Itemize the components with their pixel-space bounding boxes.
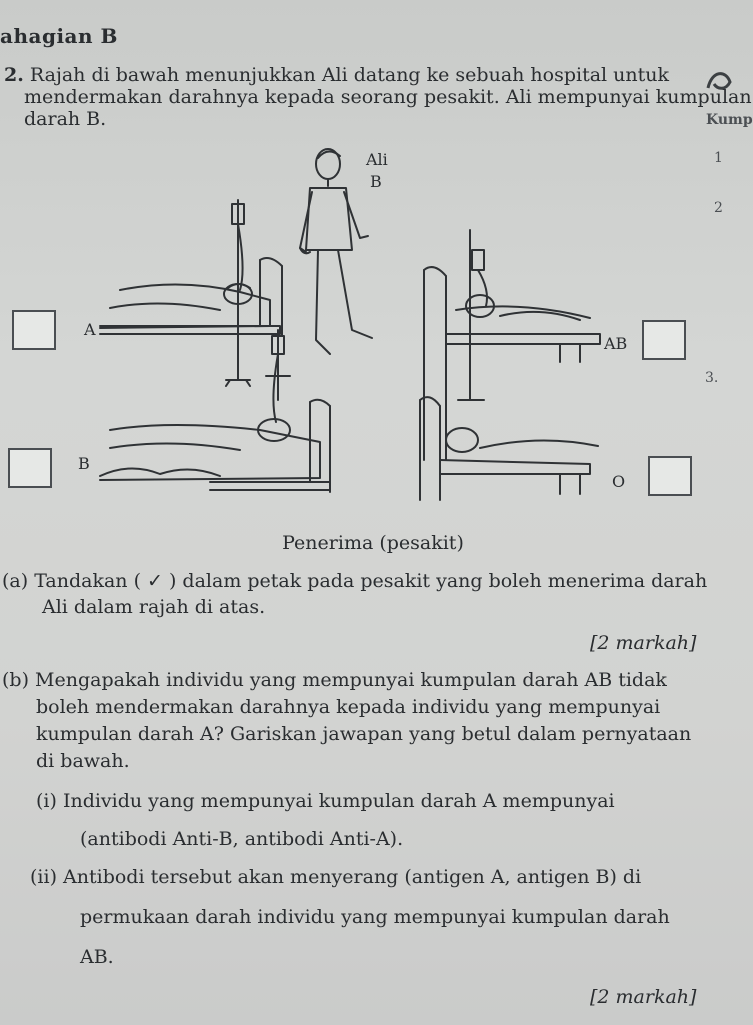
part-b-item-i-line-1 — [36, 786, 615, 816]
part-b-line-2: boleh mendermakan darahnya kepada individu yang mempunyai — [36, 696, 661, 718]
side-margin-num-1: 1 — [714, 150, 723, 166]
side-margin-num-2: 2 — [714, 200, 723, 216]
question-stem-line-3: darah B. — [24, 108, 107, 130]
part-b-item-ii-line-1 — [30, 862, 641, 892]
side-margin-num-3: 3. — [705, 370, 719, 386]
part-b-line-4: di bawah. — [36, 750, 130, 772]
section-header: ahagian B — [0, 24, 118, 48]
question-stem-text-1: Rajah di bawah menunjukkan Ali datang ke sebuah hospital untuk — [29, 64, 670, 86]
part-a-text-1: Tandakan ( ✓ ) dalam petak pada pesakit yang boleh menerima darah — [34, 570, 708, 592]
patient-b-bed-icon — [100, 400, 330, 492]
figure-hospital-scene — [0, 130, 700, 550]
part-a-label: (a) — [2, 570, 29, 592]
part-b-item-i-label: (i) — [36, 790, 57, 812]
patient-b-label: B — [78, 454, 90, 473]
donor-group-label: B — [370, 172, 382, 191]
part-b-line-1 — [2, 665, 667, 695]
part-b-item-i-text-1: Individu yang mempunyai kumpulan darah A mempunyai — [62, 790, 615, 812]
donor-name-label: Ali — [366, 150, 388, 169]
question-stem-line-2: mendermakan darahnya kepada seorang pesakit. Ali mempunyai kumpulan — [24, 86, 752, 108]
part-b-item-ii-text-1: Antibodi tersebut akan menyerang (antigen A, antigen B) di — [63, 866, 642, 888]
patient-a-bed-icon — [100, 258, 282, 336]
part-b-item-ii-label: (ii) — [30, 866, 57, 888]
question-stem-line-1 — [4, 64, 669, 86]
patient-ab-label: AB — [604, 334, 628, 353]
ali-figure-icon — [300, 149, 372, 354]
part-b-marks: [2 markah] — [590, 986, 697, 1008]
part-b-item-ii-line-2: permukaan darah individu yang mempunyai kumpulan darah — [80, 906, 670, 928]
question-number: 2. — [4, 64, 24, 86]
part-b-label: (b) — [2, 669, 29, 691]
part-b-text-1: Mengapakah individu yang mempunyai kumpulan darah AB tidak — [35, 669, 667, 691]
part-a-line-2: Ali dalam rajah di atas. — [42, 596, 266, 618]
part-b-item-ii-line-3: AB. — [80, 946, 114, 968]
side-margin-doodle-icon — [700, 60, 740, 100]
part-b-item-i-line-2: (antibodi Anti-B, antibodi Anti-A). — [80, 828, 404, 850]
hospital-illustration — [0, 130, 700, 550]
checkbox-patient-a[interactable] — [12, 310, 56, 350]
checkbox-patient-o[interactable] — [648, 456, 692, 496]
checkbox-patient-ab[interactable] — [642, 320, 686, 360]
checkbox-patient-b[interactable] — [8, 448, 52, 488]
patient-a-label: A — [84, 320, 96, 339]
iv-stand-b-icon — [266, 330, 290, 422]
part-b-line-3: kumpulan darah A? Gariskan jawapan yang betul dalam pernyataan — [36, 723, 692, 745]
side-margin-word: Kump — [706, 112, 753, 128]
figure-caption: Penerima (pesakit) — [282, 532, 464, 554]
part-a-marks: [2 markah] — [590, 632, 697, 654]
patient-o-label: O — [612, 472, 626, 491]
